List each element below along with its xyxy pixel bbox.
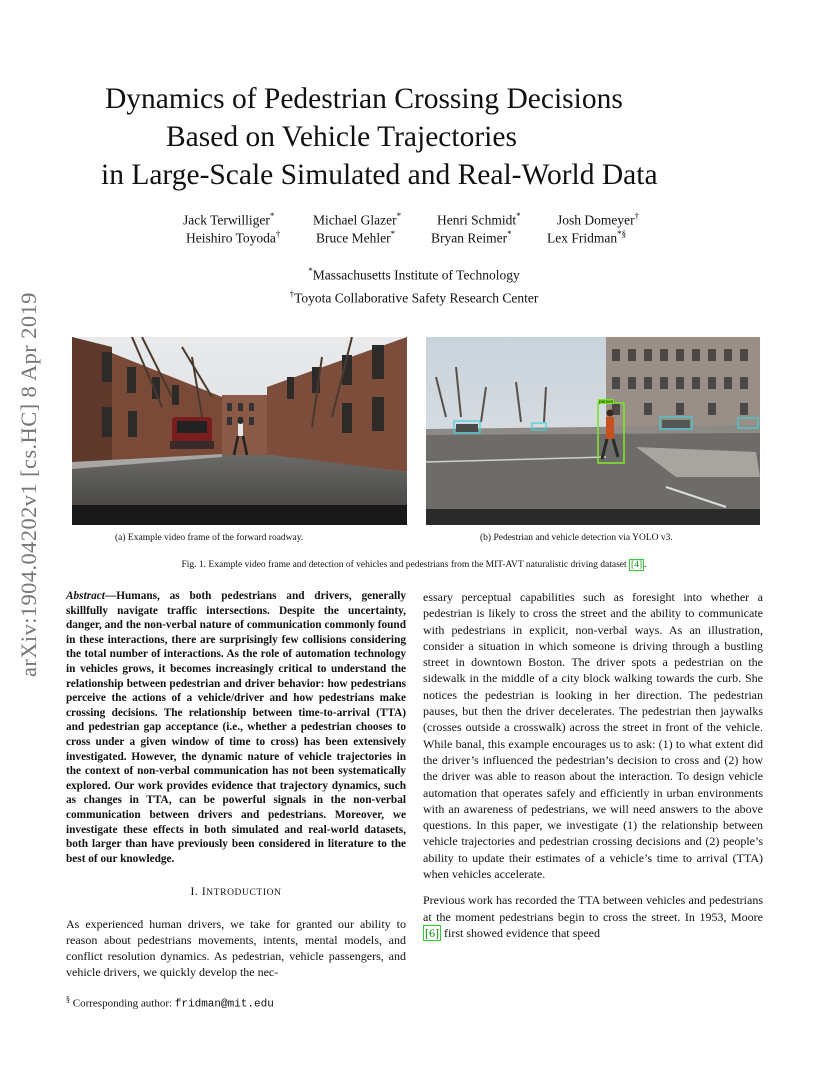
subcaption-a: (a) Example video frame of the forward roadway. xyxy=(115,533,304,543)
author: Josh Domeyer† xyxy=(557,211,640,228)
footnote: § Corresponding author: fridman@mit.edu xyxy=(66,995,274,1011)
author: Henri Schmidt* xyxy=(437,211,521,228)
subcaption-b: (b) Pedestrian and vehicle detection via YOLO v3. xyxy=(480,533,673,543)
affiliation: †Toyota Collaborative Safety Research Center xyxy=(289,288,539,305)
author: Bruce Mehler* xyxy=(316,229,396,246)
paper-title xyxy=(70,80,770,194)
title-line-1: Dynamics of Pedestrian Crossing Decisions xyxy=(105,83,623,115)
figure-street-photo xyxy=(72,337,407,525)
email-link[interactable]: fridman@mit.edu xyxy=(174,998,274,1011)
citation-link[interactable]: [4] xyxy=(631,560,643,570)
author: Lex Fridman*§ xyxy=(547,229,627,246)
section-heading-introduction: I. INTRODUCTION xyxy=(190,886,282,899)
intro-paragraph: As experienced human drivers, we take for granted our ability to reason about pedestrians movements, intents, mental models, and conflict resolution dynamics. As pedestrian, vehicle passengers, and vehicle drivers, we quickly develop the nec- xyxy=(66,916,406,980)
figure-caption: Fig. 1. Example video frame and detection of vehicles and pedestrians from the MIT-AVT naturalistic driving dataset [4] . xyxy=(181,560,647,570)
right-column xyxy=(423,589,763,941)
left-column xyxy=(66,589,406,981)
body-paragraph: essary perceptual capabilities such as foresight into whether a pedestrian is likely to cross the street and the ability to communicate with pedestrians in explicit, non-verbal ways. As an illustration, consider a situation in which someone is driving through a bustling street in downtown Boston. The driver spots a pedestrian on the sidewalk in the middle of a city block walking towards the curb. She notices the pedestrian is looking in her direction. The pedestrian pauses, but then the driver decelerates. The pedestrian then jaywalks (crosses outside a crosswalk) across the street in front of the vehicle. While banal, this example encourages us to ask: (1) to what extent did the driver’s influenced the pedestrian’s decision to cross and (2) how the driver was able to reason about the interaction. To design vehicle automation that operates safely and efficiently in urban environments with an awareness of pedestrians, we will need answers to the above questions. In this paper, we investigate (1) the relationship between vehicle trajectories and pedestrian crossing decisions and (2) people’s ability to update their estimates of a vehicle’s time to arrival (TTA) when vehicles accelerate. xyxy=(423,590,763,882)
title-line-3: in Large-Scale Simulated and Real-World Data xyxy=(101,159,658,191)
abstract: Abstract—Humans, as both pedestrians and drivers, generally skillfully navigate traffic intersections. Despite the uncertainty, danger, and the non-verbal nature of communication commonly found in these interactions, there are surprisingly few collisions considering the total number of interactions. As the role of automation technology in vehicles grows, it becomes increasingly critical to understand the relationship between pedestrian and driver behavior: how pedestrians perceive the actions of a vehicle/driver and how pedestrians make crossing decisions. The relationship between time-to-arrival (TTA) and pedestrian gap acceptance (i.e., whether a pedestrian chooses to cross under a given window of time to cross) has been extensively investigated. However, the dynamic nature of vehicle trajectories in the context of non-verbal communication has not been systematically explored. Our work provides evidence that trajectory dynamics, such as changes in TTA, can be powerful signals in the non-verbal communication between drivers and pedestrians. Moreover, we investigate these effects in both simulated and real-world datasets, both larger than have previously been considered in literature to the best of our knowledge. xyxy=(66,590,406,865)
detection-label: person xyxy=(599,399,614,405)
author: Michael Glazer* xyxy=(313,211,402,228)
citation-link[interactable]: [6] xyxy=(425,925,439,940)
arxiv-identifier: arXiv:1904.04202v1 [cs.HC] 8 Apr 2019 xyxy=(16,292,41,678)
figure-detection-photo xyxy=(426,337,760,525)
affiliation: *Massachusetts Institute of Technology xyxy=(308,266,520,283)
affiliations xyxy=(0,262,828,307)
author: Jack Terwilliger* xyxy=(183,211,275,228)
body-paragraph: Previous work has recorded the TTA between vehicles and pedestrians at the moment pedestrians begin to cross the street. In 1953, Moore [6] first showed evidence that speed xyxy=(423,893,763,940)
title-line-2: Based on Vehicle Trajectories xyxy=(166,121,517,153)
author: Heishiro Toyoda† xyxy=(186,229,281,246)
author: Bryan Reimer* xyxy=(431,229,512,246)
